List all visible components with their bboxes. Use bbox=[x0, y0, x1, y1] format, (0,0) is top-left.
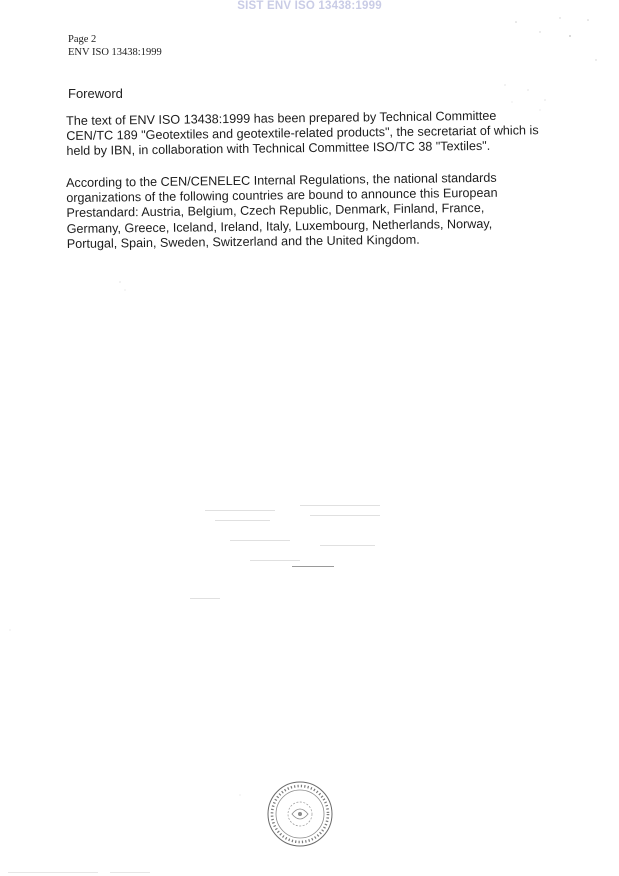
foreword-heading: Foreword bbox=[68, 86, 123, 101]
paragraph-line: organizations of the following countries are bound to announce this European bbox=[66, 185, 498, 206]
paragraph-line: held by IBN, in collaboration with Technical Committee ISO/TC 38 "Textiles". bbox=[66, 139, 491, 159]
official-stamp-seal-icon bbox=[266, 780, 334, 848]
page-number: Page 2 bbox=[68, 34, 97, 45]
paragraph-line: Prestandard: Austria, Belgium, Czech Republic, Denmark, Finland, France, bbox=[66, 201, 485, 221]
foreword-paragraph-1 bbox=[66, 108, 557, 160]
foreword-paragraph-2 bbox=[66, 170, 557, 252]
page-header bbox=[68, 33, 162, 59]
paragraph-line: Germany, Greece, Iceland, Ireland, Italy, Luxembourg, Netherlands, Norway, bbox=[66, 216, 493, 236]
paragraph-line: CEN/TC 189 "Geotextiles and geotextile-related products", the secretariat of which is bbox=[66, 123, 539, 144]
paragraph-line: According to the CEN/CENELEC Internal Regulations, the national standards bbox=[66, 170, 497, 190]
document-watermark: SIST ENV ISO 13438:1999 bbox=[237, 0, 382, 12]
document-id: ENV ISO 13438:1999 bbox=[68, 47, 162, 58]
paragraph-line: The text of ENV ISO 13438:1999 has been prepared by Technical Committee bbox=[66, 108, 497, 128]
paragraph-line: Portugal, Spain, Sweden, Switzerland and the United Kingdom. bbox=[66, 232, 420, 251]
